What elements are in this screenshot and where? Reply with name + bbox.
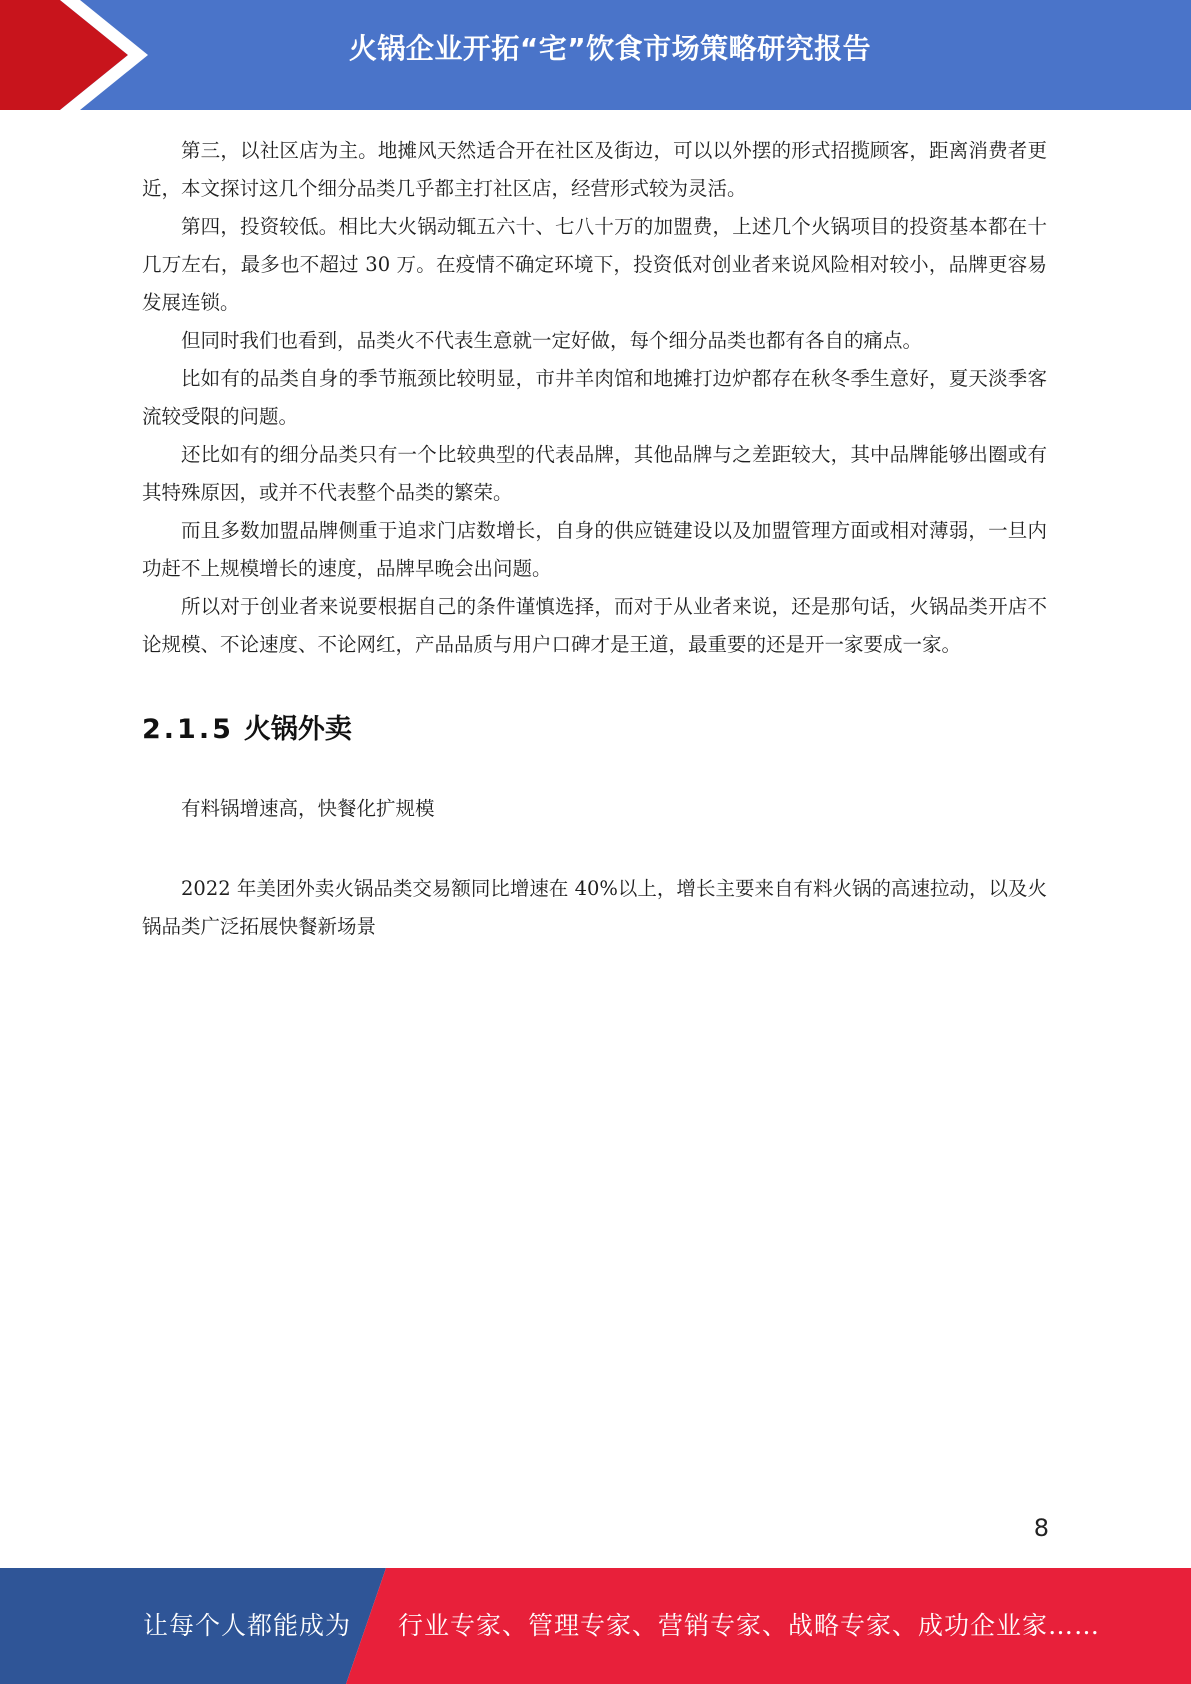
page-footer bbox=[0, 1568, 1191, 1684]
section-heading bbox=[142, 710, 1047, 750]
body-paragraph: 还比如有的细分品类只有一个比较典型的代表品牌，其他品牌与之差距较大，其中品牌能够出圈或有其特殊原因，或并不代表整个品类的繁荣。 bbox=[142, 443, 1047, 504]
stat-paragraph: 2022 年美团外卖火锅品类交易额同比增速在 40%以上，增长主要来自有料火锅的高速拉动，以及火锅品类广泛拓展快餐新场景 bbox=[142, 877, 1047, 938]
body-paragraph: 比如有的品类自身的季节瓶颈比较明显，市井羊肉馆和地摊打边炉都存在秋冬季生意好，夏天淡季客流较受限的问题。 bbox=[142, 367, 1047, 428]
body-paragraph: 但同时我们也看到，品类火不代表生意就一定好做，每个细分品类也都有各自的痛点。 bbox=[181, 329, 923, 352]
footer-slogan-left: 让每个人都能成为 bbox=[143, 1611, 352, 1640]
page-header bbox=[0, 0, 1191, 110]
subheading-paragraph: 有料锅增速高，快餐化扩规模 bbox=[181, 797, 435, 820]
section-title: 火锅外卖 bbox=[243, 714, 352, 745]
body-paragraph: 所以对于创业者来说要根据自己的条件谨慎选择，而对于从业者来说，还是那句话，火锅品类开店不论规模、不论速度、不论网红，产品品质与用户口碑才是王道，最重要的还是开一家要成一家。 bbox=[142, 595, 1047, 656]
section-number: 2.1.5 bbox=[142, 714, 234, 745]
header-chevron-decoration bbox=[0, 0, 160, 110]
body-paragraph: 而且多数加盟品牌侧重于追求门店数增长，自身的供应链建设以及加盟管理方面或相对薄弱，一旦内功赶不上规模增长的速度，品牌早晚会出问题。 bbox=[142, 519, 1047, 580]
body-paragraph: 第三，以社区店为主。地摊风天然适合开在社区及街边，可以以外摆的形式招揽顾客，距离消费者更近，本文探讨这几个细分品类几乎都主打社区店，经营形式较为灵活。 bbox=[142, 139, 1047, 200]
document-body bbox=[142, 132, 1047, 946]
chevron-red-shape bbox=[0, 0, 128, 110]
report-title: 火锅企业开拓“宅”饮食市场策略研究报告 bbox=[348, 32, 872, 65]
body-paragraph: 第四，投资较低。相比大火锅动辄五六十、七八十万的加盟费，上述几个火锅项目的投资基本都在十几万左右，最多也不超过 30 万。在疫情不确定环境下，投资低对创业者来说风险相对较小，品牌更容易发展连锁。 bbox=[142, 215, 1047, 314]
footer-slogan-right: 行业专家、管理专家、营销专家、战略专家、成功企业家…… bbox=[398, 1611, 1101, 1640]
page-number: 8 bbox=[1033, 1514, 1049, 1542]
